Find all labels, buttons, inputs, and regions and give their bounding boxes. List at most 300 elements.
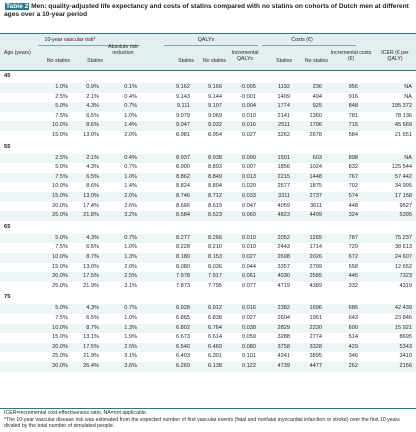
footnote-abbreviations: ICER=incremental cost-effectiveness ratio, NA=not applicable. [4,410,148,416]
cell-statins-qalys: 8.937 [176,154,190,161]
group-risk: 10-year vascular risk* [44,37,96,43]
table-row [0,282,416,292]
cell-icer: 34 995 [394,183,412,190]
cell-statins-costs: 4719 [277,282,290,289]
cell-no-statins-risk: 15.0% [52,193,68,199]
table-row [0,112,416,122]
cell-incremental-qalys: 0.038 [242,324,256,331]
cell-abs-reduction: 1.0% [124,173,137,180]
cell-abs-reduction: 3.1% [124,353,137,360]
cell-no-statins-risk: 25.0% [52,282,68,289]
cell-abs-reduction: 2.5% [124,343,137,350]
table-row [0,182,416,192]
cell-incremental-qalys: 0.060 [242,212,256,219]
cell-incremental-costs: 781 [348,112,358,119]
cell-incremental-qalys: 0.044 [242,263,256,270]
cell-no-statins-qalys: 9.107 [208,103,222,110]
cell-incremental-qalys: 0.016 [242,305,256,312]
col-statins-risk: Statins [87,58,103,64]
cell-statins-qalys: 9.079 [176,112,190,119]
cell-incremental-costs: 448 [348,202,358,209]
cell-no-statins-qalys: 7.795 [208,282,222,289]
table-header [0,34,416,70]
cell-abs-reduction: 1.3% [124,324,137,331]
table-row [0,131,416,141]
cell-statins-risk: 21.9% [83,353,99,360]
age-group-label: 75 [4,294,11,301]
table-row [0,173,416,183]
cell-statins-risk: 17.5% [83,343,99,350]
cell-statins-qalys: 8.180 [176,254,190,260]
cell-no-statins-costs: 603 [312,154,322,161]
table-row [0,263,416,273]
cell-statins-costs: 3758 [277,343,290,350]
cell-abs-reduction: 3.2% [124,212,137,219]
cell-icer: 42 439 [394,305,412,312]
cell-no-statins-risk: 7.5% [55,173,68,180]
cell-abs-reduction: 1.0% [124,315,137,321]
col-incremental-costs: Incremental costs (€) [330,50,372,63]
cell-no-statins-qalys: 6.838 [208,315,222,321]
cell-incremental-qalys: 0.027 [242,315,256,321]
cell-statins-costs: 2511 [277,122,290,129]
cell-icer: 17 158 [394,193,412,199]
col-age: Age (years) [4,50,31,56]
cell-incremental-qalys: 0.010 [242,112,256,119]
cell-icer: 3410 [399,353,412,360]
cell-no-statins-qalys: 8.712 [208,193,222,199]
cell-no-statins-costs: 1360 [309,112,322,119]
cell-abs-reduction: 0.7% [124,164,137,171]
cell-abs-reduction: 2.6% [124,202,137,209]
cell-statins-qalys: 7.978 [176,273,190,280]
cell-statins-risk: 21.9% [83,282,99,289]
cell-incremental-qalys: 0.004 [242,103,256,110]
table-row [0,83,416,93]
cell-no-statins-qalys: 8.036 [208,263,222,270]
cell-no-statins-risk: 7.5% [55,112,68,119]
cell-incremental-costs: 600 [348,324,358,331]
cell-no-statins-risk: 1.0% [55,84,68,90]
cell-no-statins-risk: 15.0% [52,263,68,270]
cell-statins-qalys: 6.260 [176,363,190,369]
cell-incremental-costs: 767 [348,173,358,180]
cell-incremental-qalys: -0.005 [240,84,256,90]
cell-no-statins-qalys: 6.614 [208,334,222,341]
cell-statins-costs: 1409 [277,93,290,100]
cell-icer: 12 652 [394,263,412,270]
cell-no-statins-qalys: 8.266 [208,234,222,241]
cell-incremental-costs: 848 [348,103,358,110]
cell-incremental-qalys: 0.000 [242,154,256,161]
cell-statins-costs: 2443 [277,244,290,251]
cell-no-statins-costs: 2678 [309,132,322,138]
cell-no-statins-qalys: 9.166 [208,84,222,90]
table-row [0,253,416,263]
cell-no-statins-risk: 10.0% [52,122,68,129]
cell-no-statins-risk: 5.0% [55,103,68,110]
cell-statins-costs: 2698 [277,254,290,260]
group-costs: Costs (€) [291,37,313,43]
cell-no-statins-costs: 4477 [309,363,322,369]
age-group-label: 65 [4,223,11,230]
group-costs-rule [262,45,356,46]
cell-abs-reduction: 1.0% [124,244,137,251]
cell-incremental-costs: 514 [348,334,358,341]
cell-no-statins-qalys: 9.069 [208,112,222,119]
cell-no-statins-costs: 3611 [309,202,322,209]
cell-statins-costs: 4059 [277,202,290,209]
cell-incremental-qalys: 0.020 [242,183,256,190]
cell-incremental-qalys: 0.007 [242,164,256,171]
cell-incremental-costs: 916 [348,93,358,100]
cell-icer: 195 372 [391,103,412,110]
cell-statins-qalys: 6.540 [176,343,190,350]
cell-statins-risk: 6.5% [86,315,99,321]
cell-statins-costs: 4739 [277,363,290,369]
cell-statins-risk: 26.4% [83,363,99,369]
cell-statins-qalys: 8.080 [176,263,190,270]
cell-statins-costs: 4030 [277,273,290,280]
cell-abs-reduction: 3.1% [124,282,137,289]
cell-statins-risk: 6.5% [86,173,99,180]
group-qalys: QALYs [197,37,215,43]
cell-incremental-costs: 445 [348,273,358,280]
cell-icer: 9527 [399,202,412,209]
cell-icer: 125 544 [391,164,412,171]
cell-icer: 57 442 [394,173,412,180]
cell-statins-risk: 8.6% [86,122,99,129]
cell-incremental-costs: 956 [348,84,358,90]
cell-abs-reduction: 1.0% [124,112,137,119]
header-bottom-rule [0,70,416,71]
cell-incremental-costs: 324 [348,212,358,219]
cell-statins-qalys: 9.047 [176,122,190,129]
cell-no-statins-costs: 925 [312,103,322,110]
cell-abs-reduction: 1.4% [124,122,137,129]
cell-incremental-costs: 574 [348,193,358,199]
col-no-statins-qalys: No statins [202,58,226,64]
cell-incremental-qalys: -0.001 [240,93,256,100]
cell-statins-costs: 2577 [277,183,290,190]
cell-no-statins-costs: 2737 [309,193,322,199]
cell-statins-qalys: 6.928 [176,305,190,312]
cell-statins-risk: 17.4% [83,202,99,209]
cell-no-statins-risk: 15.0% [52,132,68,138]
cell-statins-costs: 1774 [277,103,290,110]
cell-no-statins-qalys: 9.032 [208,122,222,129]
cell-incremental-qalys: 0.061 [242,273,256,280]
cell-icer: NA [404,93,412,100]
cell-icer: 78 136 [394,112,412,119]
cell-incremental-costs: 672 [348,254,358,260]
cell-no-statins-costs: 236 [312,84,322,90]
cell-abs-reduction: 1.3% [124,254,137,260]
cell-incremental-qalys: 0.047 [242,202,256,209]
cell-statins-costs: 3288 [277,334,290,341]
cell-incremental-costs: 262 [348,363,358,369]
cell-icer: 4319 [399,282,412,289]
cell-incremental-costs: 898 [348,154,358,161]
table-row [0,324,416,334]
cell-no-statins-qalys: 6.301 [208,353,222,360]
cell-statins-risk: 2.1% [86,93,99,100]
cell-no-statins-risk: 7.5% [55,315,68,321]
cell-statins-qalys: 9.143 [176,93,190,100]
cell-incremental-costs: 584 [348,132,358,138]
cell-abs-reduction: 1.4% [124,183,137,190]
cell-no-statins-qalys: 8.619 [208,202,222,209]
cell-no-statins-costs: 1024 [309,164,322,171]
cell-no-statins-costs: 1714 [309,244,322,251]
table-caption [4,3,412,20]
cell-incremental-costs: 729 [348,244,358,251]
cell-statins-qalys: 8.900 [176,164,190,171]
table-title: Men: quality-adjusted life expectancy and costs of statins compared with no statins on cohorts of Dutch men at different ages over a 10-year period [4,3,409,19]
cell-incremental-qalys: 0.016 [242,122,256,129]
cell-no-statins-risk: 2.5% [55,154,68,161]
cell-statins-risk: 4.3% [86,103,99,110]
cell-incremental-qalys: 0.059 [242,334,256,341]
cell-no-statins-risk: 20.0% [52,273,68,280]
cell-no-statins-costs: 2799 [309,263,322,270]
cell-no-statins-qalys: 6.912 [208,305,222,312]
cell-incremental-costs: 832 [348,164,358,171]
cell-icer: 38 613 [394,244,412,251]
cell-incremental-qalys: 0.013 [242,173,256,180]
cell-no-statins-risk: 5.0% [55,305,68,312]
cell-incremental-qalys: 0.027 [242,254,256,260]
cell-no-statins-risk: 5.0% [55,234,68,241]
cell-abs-reduction: 0.7% [124,234,137,241]
age-group-label: 45 [4,73,11,79]
cell-statins-risk: 8.6% [86,183,99,190]
cell-incremental-costs: 558 [348,263,358,270]
cell-abs-reduction: 2.0% [124,132,137,138]
cell-no-statins-costs: 4389 [309,282,322,289]
col-statins-costs: Statins [276,58,292,64]
cell-icer: 21 651 [394,132,412,138]
cell-statins-qalys: 8.746 [176,193,190,199]
cell-statins-costs: 4241 [277,353,290,360]
cell-no-statins-costs: 3328 [309,343,322,350]
cell-incremental-qalys: 0.010 [242,234,256,241]
cell-statins-costs: 2829 [277,324,290,331]
table-row [0,192,416,202]
cell-statins-risk: 6.5% [86,244,99,251]
table-row [0,272,416,282]
cell-no-statins-qalys: 9.144 [208,93,222,100]
cell-incremental-qalys: 0.019 [242,244,256,251]
cell-statins-risk: 4.3% [86,234,99,241]
cell-statins-costs: 1501 [277,154,290,161]
cell-incremental-qalys: 0.077 [242,282,256,289]
cell-no-statins-costs: 4499 [309,212,322,219]
cell-statins-costs: 2215 [277,173,290,180]
col-no-statins-risk: No statins [46,58,70,64]
cell-no-statins-risk: 7.5% [55,244,68,251]
cell-no-statins-qalys: 7.917 [208,273,222,280]
cell-icer: 2156 [399,363,412,369]
table-row [0,352,416,362]
cell-no-statins-risk: 2.5% [55,93,68,100]
cell-no-statins-qalys: 8.938 [208,154,222,161]
cell-abs-reduction: 3.6% [124,363,137,369]
cell-no-statins-costs: 1875 [309,183,322,190]
cell-no-statins-qalys: 8.153 [208,254,222,260]
footnote-risk: *The 10-year vascular disease risk was estimated from the expected number of first vascular events (fatal and nonfatal myocardial infarction or stroke) over the first 10 years divided by the total number of simulated people. [4,417,400,430]
cell-incremental-qalys: 0.033 [242,193,256,199]
cell-abs-reduction: 2.5% [124,273,137,280]
cell-no-statins-qalys: 6.764 [208,324,222,331]
cell-no-statins-costs: 1265 [309,234,322,241]
cell-statins-risk: 0.9% [86,84,99,90]
cell-statins-qalys: 7.873 [176,282,190,289]
cell-icer: 15 921 [394,324,412,331]
cell-no-statins-qalys: 6.460 [208,343,222,350]
cell-incremental-costs: 715 [348,122,358,129]
cell-statins-costs: 3357 [277,263,290,270]
cell-statins-qalys: 8.862 [176,173,190,180]
cell-statins-qalys: 9.162 [176,84,190,90]
table-number: Table 2 [6,3,29,10]
cell-statins-risk: 8.7% [86,254,99,260]
cell-no-statins-qalys: 8.893 [208,164,222,171]
cell-incremental-costs: 643 [348,315,358,321]
cell-icer: 24 607 [394,254,412,260]
cell-abs-reduction: 2.0% [124,263,137,270]
table-row [0,343,416,353]
cell-no-statins-costs: 3585 [309,273,322,280]
table-row [0,362,416,372]
table-row [0,333,416,343]
cell-icer: 5343 [399,343,412,350]
cell-icer: 23 846 [394,315,412,321]
cell-statins-costs: 3262 [277,132,290,138]
cell-statins-risk: 13.0% [83,263,99,270]
cell-no-statins-risk: 10.0% [52,324,68,331]
cell-statins-risk: 13.0% [83,132,99,138]
table-row [0,202,416,212]
cell-no-statins-risk: 15.0% [52,334,68,341]
cell-statins-qalys: 8.824 [176,183,190,190]
cell-statins-costs: 1856 [277,164,290,171]
cell-statins-qalys: 8.666 [176,202,190,209]
cell-no-statins-costs: 2774 [309,334,322,341]
cell-no-statins-risk: 5.0% [55,164,68,171]
cell-icer: 8695 [399,334,412,341]
table-row [0,121,416,131]
table-row [0,163,416,173]
table-bottom-rule [0,408,416,409]
cell-statins-risk: 8.7% [86,324,99,331]
cell-incremental-costs: 787 [348,234,358,241]
cell-incremental-costs: 332 [348,282,358,289]
cell-no-statins-risk: 25.0% [52,212,68,219]
cell-incremental-qalys: 0.122 [242,363,256,369]
col-incremental-qalys: Incremental QALYs [231,50,259,63]
col-no-statins-costs: No statins [304,58,328,64]
cell-abs-reduction: 2.0% [124,193,137,199]
cell-no-statins-risk: 25.0% [52,353,68,360]
cell-icer: 5395 [399,212,412,219]
age-group-label: 55 [4,143,11,150]
cell-abs-reduction: 0.4% [124,154,137,161]
cell-no-statins-qalys: 6.138 [208,363,222,369]
cell-icer: 45 669 [394,122,412,129]
table-row [0,211,416,221]
col-statins-qalys: Statins [178,58,194,64]
cell-statins-risk: 17.5% [83,273,99,280]
table-row [0,93,416,103]
cell-statins-qalys: 8.584 [176,212,190,219]
cell-no-statins-qalys: 8.210 [208,244,222,251]
table-row [0,154,416,164]
cell-incremental-qalys: 0.027 [242,132,256,138]
table-row [0,304,416,314]
cell-incremental-costs: 702 [348,183,358,190]
table-row [0,102,416,112]
col-abs-reduction: Absolute risk reduction [108,44,138,57]
table-row [0,243,416,253]
cell-no-statins-risk: 30.0% [52,363,68,369]
cell-statins-risk: 13.1% [83,334,99,341]
cell-no-statins-risk: 20.0% [52,202,68,209]
cell-abs-reduction: 0.7% [124,305,137,312]
cell-statins-costs: 2382 [277,305,290,312]
cell-no-statins-costs: 2230 [309,324,322,331]
cell-no-statins-qalys: 8.849 [208,173,222,180]
cell-no-statins-costs: 494 [312,93,322,100]
cell-incremental-costs: 429 [348,343,358,350]
cell-incremental-qalys: 0.080 [242,343,256,350]
cell-statins-qalys: 6.403 [176,353,190,360]
cell-no-statins-risk: 10.0% [52,254,68,260]
cell-no-statins-costs: 2026 [309,254,322,260]
cell-incremental-costs: 686 [348,305,358,312]
cell-statins-costs: 2141 [277,112,290,119]
cell-no-statins-costs: 1448 [309,173,322,180]
cell-statins-costs: 2604 [277,315,290,321]
cell-no-statins-costs: 1796 [309,122,322,129]
cell-statins-costs: 1192 [277,84,290,90]
cell-no-statins-qalys: 8.954 [208,132,222,138]
table-row [0,314,416,324]
cell-incremental-qalys: 0.101 [242,353,256,360]
cell-statins-risk: 21.8% [83,212,99,219]
cell-statins-qalys: 9.111 [176,103,190,110]
cell-no-statins-costs: 1696 [309,305,322,312]
cell-icer: 75 237 [394,234,412,241]
cell-abs-reduction: 0.1% [124,84,137,90]
col-icer: ICER (€ per QALY) [381,50,409,63]
cell-abs-reduction: 0.4% [124,93,137,100]
group-qalys-rule [164,45,258,46]
cell-no-statins-risk: 20.0% [52,343,68,350]
cell-no-statins-qalys: 8.523 [208,212,222,219]
cell-statins-costs: 2052 [277,234,290,241]
cell-statins-risk: 13.0% [83,193,99,199]
cell-icer: NA [404,154,412,161]
cell-incremental-costs: 346 [348,353,358,360]
cell-no-statins-costs: 3895 [309,353,322,360]
cell-statins-costs: 3311 [277,193,290,199]
cell-abs-reduction: 1.9% [124,334,137,341]
cell-statins-risk: 4.3% [86,164,99,171]
table-row [0,234,416,244]
cell-statins-qalys: 8.981 [176,132,190,138]
cell-statins-risk: 6.5% [86,112,99,119]
